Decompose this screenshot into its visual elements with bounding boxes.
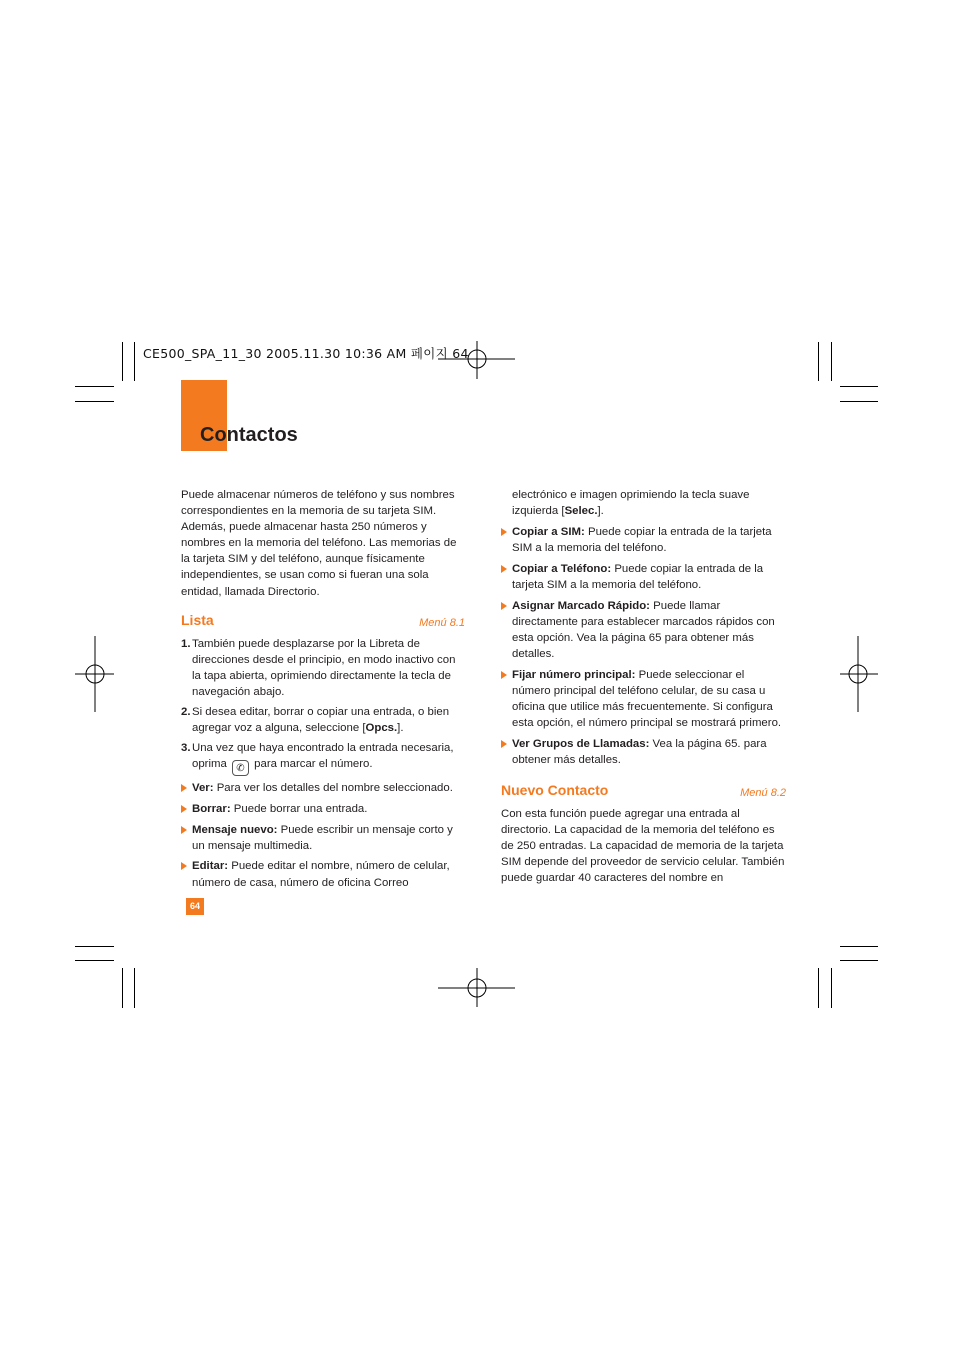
section-header-nuevo-contacto — [501, 782, 786, 800]
section-menu-lista: Menú 8.1 — [419, 616, 465, 629]
step-number: 2. — [181, 706, 191, 719]
continued-text: electrónico e imagen oprimiendo la tecla suave izquierda [ — [512, 489, 750, 518]
option-label: Fijar número principal: — [512, 668, 636, 681]
option-item — [501, 667, 786, 731]
continued-key-label: Selec. — [564, 505, 598, 518]
arrow-bullet-icon — [181, 784, 187, 792]
arrow-bullet-icon — [181, 826, 187, 834]
option-label: Ver: — [192, 782, 214, 795]
option-label: Asignar Marcado Rápido: — [512, 599, 650, 612]
option-label: Mensaje nuevo: — [192, 823, 278, 836]
arrow-bullet-icon — [501, 671, 507, 679]
registration-mark-bottom — [438, 968, 515, 1007]
option-text: Puede copiar la entrada de la tarjeta SIM a la memoria del teléfono. — [512, 526, 772, 555]
arrow-bullet-icon — [181, 805, 187, 813]
option-item — [501, 524, 786, 556]
step-key-label: Opcs. — [365, 722, 398, 735]
option-text: Para ver los detalles del nombre seleccionado. — [216, 782, 453, 795]
continued-paragraph — [501, 487, 786, 519]
option-item — [181, 801, 465, 817]
arrow-bullet-icon — [501, 528, 507, 536]
section-header-lista — [181, 612, 465, 630]
option-label: Copiar a Teléfono: — [512, 562, 612, 575]
continued-text-end: ]. — [597, 505, 604, 518]
step-item — [181, 740, 465, 776]
send-key-icon: ✆ — [232, 760, 249, 776]
option-item — [181, 780, 465, 796]
option-item — [181, 858, 465, 890]
option-item — [181, 822, 465, 854]
option-text: Puede borrar una entrada. — [233, 803, 368, 815]
nuevo-contacto-paragraph: Con esta función puede agregar una entrada al directorio. La capacidad de la memoria del teléfono es de 250 entradas. La capacidad de memoria de la tarjeta SIM depende del proveedor de servicio celular. También puede guardar 40 caracteres del nombre en — [501, 807, 785, 885]
intro-paragraph: Puede almacenar números de teléfono y sus nombres correspondientes en la memoria de su tarjeta SIM. Además, puede almacenar hasta 250 números y nombres en la memoria del teléfono. Las memorias de la tarjeta SIM y del teléfono, aunque físicamente independientes, se usan como si fueran una sola entidad, llamada Directorio. — [181, 489, 457, 598]
option-text: Puede editar el nombre, número de celular, número de casa, número de oficina Correo — [192, 860, 450, 889]
step-text: Una vez que haya encontrado la entrada necesaria, oprima — [192, 742, 454, 771]
page-number-badge: 64 — [186, 898, 204, 915]
arrow-bullet-icon — [181, 862, 187, 870]
option-text: Puede llamar directamente para establecer marcados rápidos con esta opción. Vea la página 65 para obtener más detalles. — [512, 599, 775, 661]
print-slug: CE500_SPA_11_30 2005.11.30 10:36 AM 페이지 64 — [143, 346, 469, 361]
section-menu-nuevo-contacto: Menú 8.2 — [740, 786, 786, 799]
section-title-nuevo-contacto: Nuevo Contacto — [501, 781, 609, 798]
option-text: Puede escribir un mensaje corto y un mensaje multimedia. — [192, 823, 453, 852]
option-label: Borrar: — [192, 803, 231, 815]
option-text: Puede seleccionar el número principal del teléfono celular, de su casa u oficina que utilice más frecuentemente. Si configura esta opción, el número principal se mostrará primero. — [512, 668, 782, 729]
step-text-end: para marcar el número. — [254, 758, 373, 771]
registration-mark-left — [75, 636, 114, 712]
section-title-lista: Lista — [181, 611, 214, 628]
option-text: Vea la página 65. para obtener más detalles. — [512, 737, 767, 766]
arrow-bullet-icon — [501, 602, 507, 610]
step-text: Si desea editar, borrar o copiar una entrada, o bien agregar voz a alguna, seleccione [ — [192, 706, 450, 735]
right-column — [501, 487, 786, 886]
option-label: Copiar a SIM: — [512, 526, 585, 539]
arrow-bullet-icon — [501, 740, 507, 748]
option-item — [501, 598, 786, 662]
page-title: Contactos — [200, 424, 298, 446]
option-label: Editar: — [192, 860, 229, 873]
step-number: 3. — [181, 742, 191, 755]
left-column — [181, 487, 465, 895]
step-text: También puede desplazarse por la Libreta de direcciones desde el principio, en modo inactivo con la tapa abierta, oprimiendo directamente la tecla de navegación abajo. — [192, 637, 456, 698]
registration-mark-right — [840, 636, 878, 712]
step-number: 1. — [181, 637, 191, 650]
option-label: Ver Grupos de Llamadas: — [512, 737, 650, 750]
step-text-end: ]. — [397, 722, 404, 735]
arrow-bullet-icon — [501, 565, 507, 573]
step-item — [181, 636, 465, 700]
option-item — [501, 736, 786, 768]
option-item — [501, 561, 786, 593]
option-text: Puede copiar la entrada de la tarjeta SIM a la memoria del teléfono. — [512, 562, 764, 592]
step-item — [181, 704, 465, 736]
